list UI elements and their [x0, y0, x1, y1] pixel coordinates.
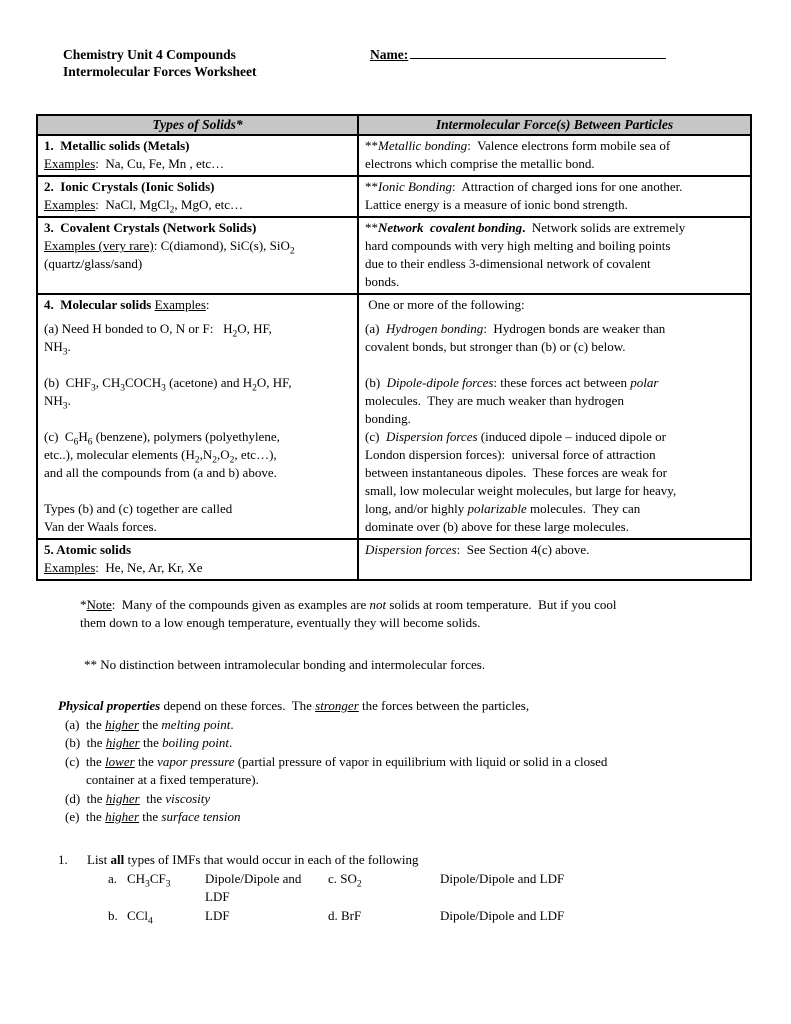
- question-item-cd: [328, 870, 440, 907]
- page-title-line2: Intermolecular Forces Worksheet: [63, 64, 257, 79]
- table-row: [37, 176, 751, 217]
- cell-paragraph: 2. Ionic Crystals (Ionic Solids): [44, 179, 215, 194]
- table-row: [37, 217, 751, 294]
- types-cell: [37, 176, 358, 217]
- cell-paragraph: Examples: Na, Cu, Fe, Mn , etc…: [44, 156, 225, 171]
- question-item-answer: LDF: [205, 907, 230, 923]
- table-row: [37, 135, 751, 176]
- cell-paragraph: 3. Covalent Crystals (Network Solids): [44, 220, 257, 235]
- types-cell: [37, 135, 358, 176]
- physical-item-e: (e) the higher the surface tension: [65, 809, 241, 824]
- solids-table-body: [37, 135, 751, 580]
- name-blank-line: [410, 46, 666, 59]
- cell-paragraph: **Ionic Bonding: Attraction of charged ions for one another. Lattice energy is a measure of ionic bond strength.: [365, 179, 683, 212]
- cell-paragraph: Types (b) and (c) together are called Van der Waals forces.: [44, 501, 233, 534]
- name-field: [370, 46, 666, 64]
- cell-paragraph: (c) Dispersion forces (induced dipole – induced dipole or London dispersion forces): universal force of attraction between instantaneous dipoles. These forces are weak for small, low molecular weight molecules, but large for heavy, long, and/or highly polarizable molecules. They can dominate over (b) above for these large molecules.: [365, 429, 677, 534]
- question-item-label: d.: [328, 907, 338, 923]
- cell-paragraph: 1. Metallic solids (Metals): [44, 138, 190, 153]
- cell-paragraph: One or more of the following:: [365, 297, 525, 312]
- question-row-ab: [108, 870, 762, 907]
- note-asterisk: *Note: Many of the compounds given as examples are not solids at room temperature. But if you cool them down to a low enough temperature, eventually they will become solids.: [80, 597, 617, 630]
- forces-cell: [358, 217, 751, 294]
- cell-paragraph: 5. Atomic solids: [44, 542, 132, 557]
- table-header-row: [37, 115, 751, 135]
- cell-paragraph: **Network covalent bonding. Network solids are extremely hard compounds with very high melting and boiling points due to their endless 3-dimensional network of covalent bonds.: [365, 220, 686, 289]
- cell-paragraph: Examples (very rare): C(diamond), SiC(s), SiO$_2$ (quartz/glass/sand): [44, 238, 295, 271]
- cell-paragraph: Examples: NaCl, MgCl$_2$, MgO, etc…: [44, 197, 244, 216]
- solids-table: [36, 114, 752, 581]
- cell-paragraph: 4. Molecular solids Examples:: [44, 297, 210, 312]
- question-item-formula: $SO_2$: [340, 870, 362, 890]
- question-item-answer: Dipole/Dipole and LDF: [205, 870, 302, 904]
- question-1-stem: [58, 851, 762, 870]
- question-item-answer: Dipole/Dipole and LDF: [440, 907, 565, 923]
- question-item-formula: CCl$_4$: [127, 907, 153, 927]
- question-item-label: c.: [328, 870, 338, 886]
- cell-paragraph: Examples: He, Ne, Ar, Kr, Xe: [44, 560, 203, 575]
- table-header-types: Types of Solids*: [37, 115, 358, 135]
- question-item-label: a.: [108, 870, 118, 886]
- question-item-formula: BrF: [341, 907, 362, 923]
- table-header-forces: Intermolecular Force(s) Between Particles: [358, 115, 751, 135]
- question-1: [58, 851, 762, 925]
- cell-paragraph: (a) Hydrogen bonding: Hydrogen bonds are weaker than covalent bonds, but stronger than (b) or (c) below.: [365, 321, 666, 354]
- page-title-line1: Chemistry Unit 4 Compounds: [63, 47, 236, 62]
- physical-properties-intro: Physical properties depend on these forces. The stronger the forces between the particles,: [58, 698, 530, 713]
- question-text: List all types of IMFs that would occur in each of the following: [87, 852, 419, 867]
- question-row-cd: [108, 907, 762, 926]
- physical-item-a: (a) the higher the melting point.: [65, 716, 234, 732]
- cell-paragraph: (b) Dipole-dipole forces: these forces act between polar molecules. They are much weaker than hydrogen bonding.: [365, 375, 659, 426]
- physical-item-d: (d) the higher the viscosity: [65, 790, 211, 806]
- cell-paragraph: (b) $CHF_3$, $CH_3COCH_3$ (acetone) and $H_2O$, HF, $NH_3$.: [44, 375, 292, 412]
- question-item-formula: $CH_3CF_3$: [127, 870, 171, 890]
- physical-item-b: (b) the higher the boiling point.: [65, 735, 233, 750]
- physical-properties-section: [58, 697, 762, 827]
- cell-paragraph: (a) Need H bonded to O, N or F: $H_2O$, HF, $NH_3$.: [44, 321, 272, 358]
- question-number: 1.: [58, 852, 68, 867]
- cell-paragraph: **Metallic bonding: Valence electrons form mobile sea of electrons which comprise the metallic bond.: [365, 138, 671, 171]
- forces-cell: [358, 176, 751, 217]
- note-double-asterisk: ** No distinction between intramolecular bonding and intermolecular forces.: [84, 657, 486, 672]
- forces-cell: [358, 135, 751, 176]
- forces-cell: [358, 294, 751, 539]
- document-title: [63, 46, 256, 80]
- table-row: [37, 294, 751, 539]
- types-cell: [37, 539, 358, 580]
- physical-item-c: (c) the lower the vapor pressure (partial pressure of vapor in equilibrium with liquid or solid in a closed container at a fixed temperature).: [65, 753, 608, 787]
- table-row: [37, 539, 751, 580]
- question-item-cd: [328, 907, 440, 926]
- types-cell: [37, 294, 358, 539]
- name-label: Name:: [370, 47, 409, 62]
- question-item-answer: Dipole/Dipole and LDF: [440, 870, 565, 886]
- forces-cell: [358, 539, 751, 580]
- question-item-label: b.: [108, 907, 118, 923]
- cell-paragraph: Dispersion forces: See Section 4(c) above.: [365, 542, 590, 557]
- types-cell: [37, 217, 358, 294]
- cell-paragraph: (c) $C_6H_6$ (benzene), polymers (polyethylene, etc..), molecular elements ($H_2,N_2,O_2$, etc…), and all the compounds from (a and b) above.: [44, 429, 280, 480]
